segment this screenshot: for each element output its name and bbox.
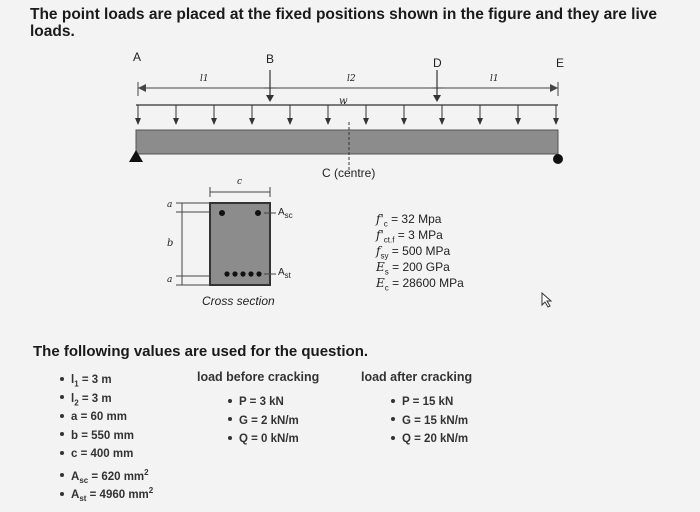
given-b bbox=[60, 427, 153, 446]
bottom-bar-3 bbox=[240, 271, 245, 276]
before-q bbox=[228, 430, 299, 449]
cursor-icon bbox=[540, 292, 554, 308]
prop-fsy bbox=[376, 243, 464, 259]
given-l2-value: = 3 m bbox=[78, 392, 112, 405]
udl-arrow-head bbox=[515, 118, 521, 125]
prop-es-sub: s bbox=[384, 267, 389, 277]
udl-arrow-head bbox=[439, 118, 445, 125]
udl-arrow-head bbox=[173, 118, 179, 125]
cross-section bbox=[160, 178, 320, 318]
top-bar-right bbox=[255, 210, 261, 216]
given-values-list bbox=[60, 371, 154, 504]
after-cracking-list bbox=[391, 393, 468, 449]
given-l1 bbox=[60, 371, 153, 390]
given-ast-name: A bbox=[71, 488, 80, 501]
before-p bbox=[228, 393, 299, 412]
beam-diagram bbox=[0, 0, 700, 200]
bottom-bar-1 bbox=[224, 271, 229, 276]
udl-arrow-head bbox=[135, 118, 141, 125]
label-a: A bbox=[133, 50, 142, 64]
udl-arrow-head bbox=[477, 118, 483, 125]
prop-es bbox=[376, 259, 464, 275]
before-q-text: Q = 0 kN/m bbox=[239, 433, 299, 445]
label-b: B bbox=[266, 52, 275, 66]
prop-fctf-symbol: f' bbox=[376, 228, 384, 242]
cross-section-caption: Cross section bbox=[202, 294, 275, 308]
prop-fc bbox=[376, 211, 464, 227]
prop-ec-value: = 28600 MPa bbox=[392, 276, 464, 290]
label-w: w bbox=[339, 96, 348, 107]
dim-arrow-left bbox=[138, 84, 146, 92]
prop-fc-value: = 32 Mpa bbox=[391, 212, 442, 226]
material-properties bbox=[376, 211, 464, 291]
before-p-text: P = 3 kN bbox=[239, 396, 284, 408]
bottom-bar-4 bbox=[248, 271, 253, 276]
prop-es-value: = 200 GPa bbox=[392, 260, 450, 274]
label-l2: l2 bbox=[347, 74, 356, 84]
prop-fsy-symbol: f bbox=[376, 244, 381, 258]
label-centre: C (centre) bbox=[322, 166, 376, 180]
given-ast-sup: 2 bbox=[148, 486, 154, 495]
after-p bbox=[391, 393, 468, 412]
given-l2-sub: 2 bbox=[74, 397, 79, 407]
given-l2 bbox=[60, 390, 153, 409]
question-title: The following values are used for the question. bbox=[33, 343, 369, 360]
ast-label-main: A bbox=[278, 267, 285, 278]
point-load-b-arrow bbox=[266, 95, 274, 102]
before-g bbox=[228, 412, 299, 431]
after-cracking-header: load after cracking bbox=[361, 370, 473, 384]
given-c-value: = 400 mm bbox=[77, 448, 134, 460]
given-a-value: = 60 mm bbox=[77, 411, 127, 423]
label-l1-right: l1 bbox=[490, 74, 499, 84]
bottom-bar-5 bbox=[256, 271, 261, 276]
prop-fctf bbox=[376, 227, 464, 243]
prop-fc-sub: c bbox=[383, 219, 388, 229]
after-p-text: P = 15 kN bbox=[402, 396, 454, 408]
prop-es-symbol: E bbox=[376, 260, 385, 274]
given-c bbox=[60, 445, 153, 464]
given-asc-sub: sc bbox=[79, 475, 89, 485]
before-cracking-header: load before cracking bbox=[197, 370, 320, 384]
label-d: D bbox=[433, 56, 442, 70]
dim-arrow-right bbox=[550, 84, 558, 92]
prop-ec bbox=[376, 275, 464, 291]
given-a bbox=[60, 408, 153, 427]
prop-fctf-sub: ct.f bbox=[383, 235, 395, 245]
udl-arrow-head bbox=[325, 118, 331, 125]
given-l1-value: = 3 m bbox=[78, 374, 112, 386]
udl-arrow-head bbox=[287, 118, 293, 125]
given-ast-sub: st bbox=[79, 494, 87, 504]
asc-label-main: A bbox=[278, 207, 285, 218]
given-a-name: a bbox=[71, 411, 78, 423]
prop-ec-sub: c bbox=[384, 283, 389, 293]
given-l1-sub: 1 bbox=[74, 379, 79, 389]
given-l1-name: l bbox=[71, 374, 75, 386]
point-load-d-arrow bbox=[433, 95, 441, 102]
prop-fc-symbol: f' bbox=[376, 212, 384, 226]
prop-fctf-value: = 3 MPa bbox=[397, 228, 443, 242]
prop-fsy-value: = 500 MPa bbox=[391, 244, 451, 258]
given-b-name: b bbox=[71, 429, 79, 442]
udl-arrow-head bbox=[249, 118, 255, 125]
given-asc bbox=[60, 464, 153, 483]
asc-label bbox=[278, 207, 293, 220]
prop-ec-symbol: E bbox=[376, 276, 385, 290]
udl-arrow-head bbox=[553, 118, 559, 125]
dim-c-label: c bbox=[237, 177, 243, 187]
label-l1-left: l1 bbox=[200, 74, 209, 84]
given-asc-name: A bbox=[71, 470, 80, 483]
udl-arrow-head bbox=[401, 118, 407, 125]
given-l2-name: l bbox=[71, 392, 75, 405]
top-bar-left bbox=[219, 210, 225, 216]
bottom-bar-2 bbox=[232, 271, 237, 276]
after-g-text: G = 15 kN/m bbox=[402, 414, 469, 427]
after-q-text: Q = 20 kN/m bbox=[402, 433, 469, 445]
ast-label-sub: st bbox=[284, 271, 291, 280]
before-g-text: G = 2 kN/m bbox=[239, 414, 299, 427]
given-asc-sup: 2 bbox=[144, 467, 149, 477]
label-e: E bbox=[556, 56, 565, 70]
given-asc-value: = 620 mm bbox=[88, 470, 145, 483]
support-e bbox=[553, 154, 563, 164]
prop-fsy-sub: sy bbox=[380, 251, 389, 261]
dim-a-top-label: a bbox=[167, 200, 173, 210]
udl-arrow-head bbox=[211, 118, 217, 125]
udl-arrows bbox=[135, 105, 559, 125]
given-ast-value: = 4960 mm bbox=[86, 488, 149, 501]
given-c-name: c bbox=[71, 448, 78, 460]
given-ast bbox=[60, 482, 154, 504]
dim-b-label: b bbox=[167, 238, 174, 249]
intro-text: The point loads are placed at the fixed positions shown in the figure and they are live loads. bbox=[30, 6, 658, 40]
after-q bbox=[391, 430, 468, 449]
before-cracking-list bbox=[228, 393, 299, 449]
dim-a-bottom-label: a bbox=[167, 275, 173, 285]
asc-label-sub: sc bbox=[284, 211, 293, 220]
after-g bbox=[391, 412, 468, 431]
given-b-value: = 550 mm bbox=[78, 429, 134, 442]
beam-body bbox=[136, 130, 558, 154]
ast-label bbox=[278, 267, 291, 280]
udl-arrow-head bbox=[363, 118, 369, 125]
